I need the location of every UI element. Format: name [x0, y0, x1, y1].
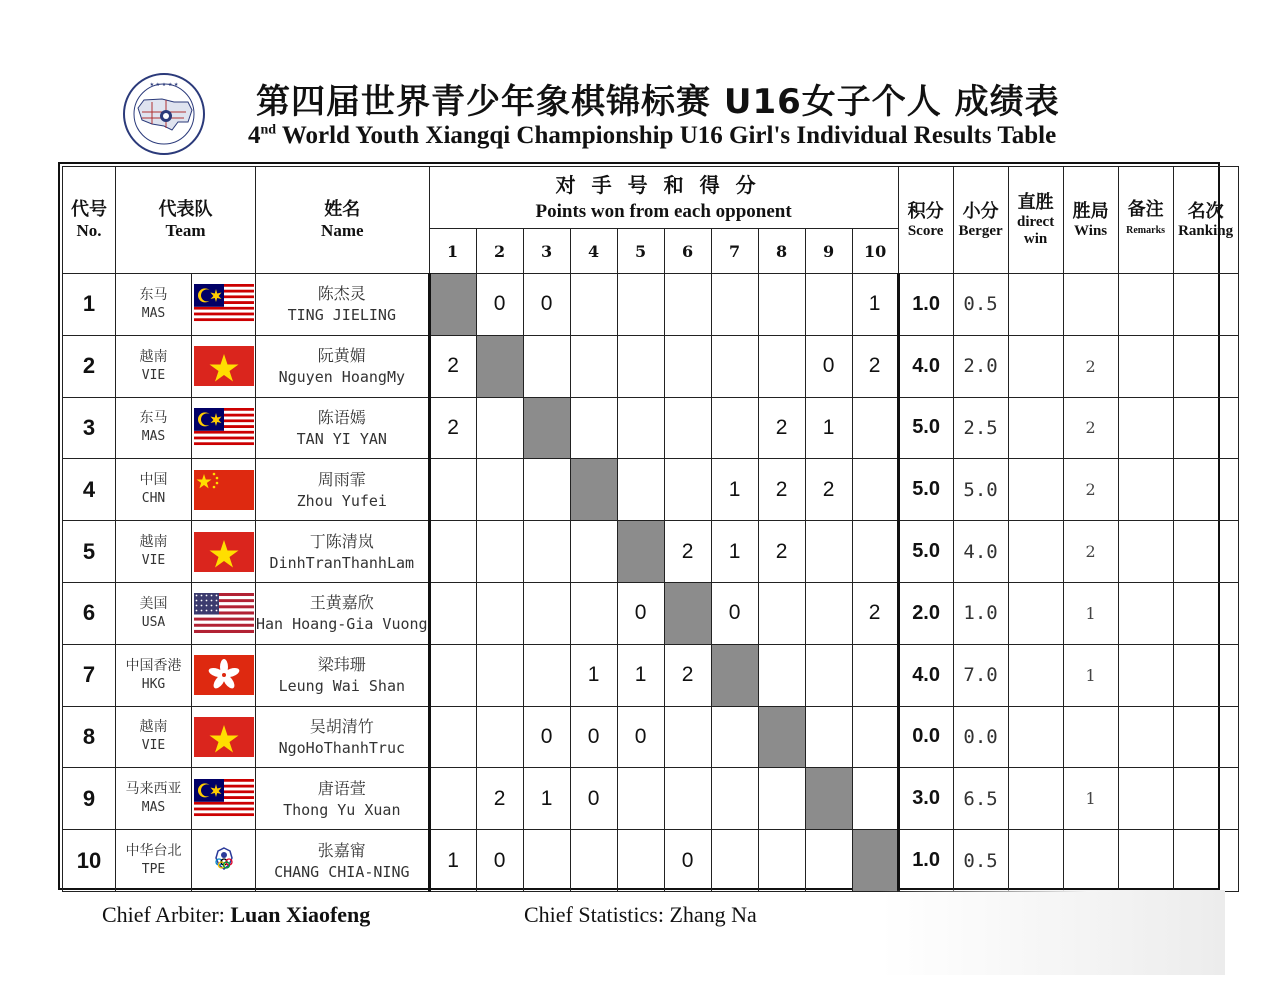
points-cell	[570, 274, 617, 336]
points-cell: 1	[711, 459, 758, 521]
points-cell	[617, 459, 664, 521]
opponent-number-header: 5	[617, 229, 664, 274]
player-name-cell	[256, 830, 430, 892]
vietnam-flag-icon	[192, 335, 256, 397]
tpe-flag-icon	[192, 830, 256, 892]
self-match-cell	[758, 706, 805, 768]
direct-win-cell	[1008, 459, 1063, 521]
team-code: MAS	[141, 429, 166, 445]
ranking-cell	[1173, 459, 1238, 521]
opponent-number-header: 9	[805, 229, 852, 274]
opponent-number-header: 2	[476, 229, 523, 274]
team-code: TPE	[141, 862, 166, 878]
berger-cell: 0.0	[953, 706, 1008, 768]
points-cell: 0	[570, 706, 617, 768]
score-cell: 0.0	[898, 706, 953, 768]
points-cell: 1	[570, 644, 617, 706]
points-cell	[805, 644, 852, 706]
points-cell	[476, 644, 523, 706]
team-cell	[116, 274, 192, 336]
player-name-cell	[256, 521, 430, 583]
table-row	[63, 274, 1239, 336]
remarks-cell	[1118, 644, 1173, 706]
remarks-cell	[1118, 459, 1173, 521]
points-cell	[664, 397, 711, 459]
player-name-en: CHANG CHIA-NING	[274, 862, 410, 881]
player-name-en: TING JIELING	[287, 306, 396, 325]
points-cell: 0	[617, 706, 664, 768]
player-name-cn: 唐语萱	[317, 778, 366, 798]
score-cell: 4.0	[898, 335, 953, 397]
remarks-cell	[1118, 274, 1173, 336]
player-number: 7	[63, 644, 116, 706]
score-cell: 5.0	[898, 459, 953, 521]
opponent-number-header: 10	[852, 229, 898, 274]
player-name-cell	[256, 274, 430, 336]
wins-cell: 2	[1063, 459, 1118, 521]
player-name-cn: 丁陈清岚	[309, 531, 374, 551]
wins-cell: 2	[1063, 335, 1118, 397]
self-match-cell	[852, 830, 898, 892]
player-number: 10	[63, 830, 116, 892]
team-name-cn: 中华台北	[125, 843, 182, 860]
points-cell	[664, 274, 711, 336]
direct-win-cell	[1008, 397, 1063, 459]
berger-cell: 0.5	[953, 274, 1008, 336]
player-name-en: Thong Yu Xuan	[283, 800, 401, 819]
table-row	[63, 768, 1239, 830]
wins-cell	[1063, 706, 1118, 768]
team-cell	[116, 644, 192, 706]
points-cell: 1	[617, 644, 664, 706]
ranking-cell	[1173, 830, 1238, 892]
points-cell	[711, 706, 758, 768]
team-name-cn: 越南	[139, 719, 168, 736]
player-number: 5	[63, 521, 116, 583]
player-name-cell	[256, 582, 430, 644]
svg-text:★ ★ ★ ★ ★: ★ ★ ★ ★ ★	[149, 82, 179, 88]
table-row	[63, 706, 1239, 768]
points-cell: 1	[852, 274, 898, 336]
vietnam-flag-icon	[192, 521, 256, 583]
points-cell	[758, 768, 805, 830]
opponent-number-header: 8	[758, 229, 805, 274]
direct-win-cell	[1008, 768, 1063, 830]
table-row	[63, 521, 1239, 583]
header-no: 代号 No.	[63, 167, 116, 274]
player-name-en: Han Hoang-Gia Vuong	[256, 615, 428, 634]
points-cell: 0	[664, 830, 711, 892]
player-name-cell	[256, 706, 430, 768]
points-cell	[852, 644, 898, 706]
self-match-cell	[570, 459, 617, 521]
team-cell	[116, 706, 192, 768]
points-cell	[429, 582, 476, 644]
points-cell: 0	[570, 768, 617, 830]
player-name-cn: 陈杰灵	[317, 284, 366, 304]
self-match-cell	[711, 644, 758, 706]
remarks-cell	[1118, 335, 1173, 397]
opponent-number-header: 1	[429, 229, 476, 274]
points-cell	[570, 521, 617, 583]
player-number: 9	[63, 768, 116, 830]
self-match-cell	[476, 335, 523, 397]
points-cell: 2	[429, 397, 476, 459]
team-name-cn: 中国香港	[125, 657, 182, 674]
points-cell: 1	[805, 397, 852, 459]
points-cell	[476, 397, 523, 459]
points-cell: 1	[429, 830, 476, 892]
team-cell	[116, 397, 192, 459]
direct-win-cell	[1008, 521, 1063, 583]
points-cell	[664, 768, 711, 830]
team-name-cn: 马来西亚	[125, 781, 182, 798]
points-cell	[476, 521, 523, 583]
points-cell	[617, 830, 664, 892]
remarks-cell	[1118, 397, 1173, 459]
points-cell: 2	[429, 335, 476, 397]
score-cell: 5.0	[898, 521, 953, 583]
player-name-cn: 陈语嫣	[317, 407, 366, 427]
points-cell	[570, 582, 617, 644]
player-name-en: TAN YI YAN	[296, 429, 387, 448]
points-cell	[758, 644, 805, 706]
points-cell: 2	[476, 768, 523, 830]
china-flag-icon	[192, 459, 256, 521]
points-cell: 0	[617, 582, 664, 644]
points-cell	[758, 274, 805, 336]
player-name-cn: 王黄嘉欣	[309, 593, 374, 613]
player-name-cn: 梁玮珊	[317, 655, 366, 675]
direct-win-cell	[1008, 582, 1063, 644]
table-row	[63, 644, 1239, 706]
points-cell	[523, 335, 570, 397]
player-name-cn: 阮黄媚	[317, 346, 366, 366]
remarks-cell	[1118, 830, 1173, 892]
berger-cell: 6.5	[953, 768, 1008, 830]
team-code: HKG	[141, 676, 166, 692]
points-cell	[429, 521, 476, 583]
chief-arbiter: Chief Arbiter: Luan Xiaofeng	[102, 902, 371, 927]
points-cell: 1	[711, 521, 758, 583]
direct-win-cell	[1008, 274, 1063, 336]
team-cell	[116, 582, 192, 644]
points-cell	[664, 335, 711, 397]
header-ranking: 名次 Ranking	[1173, 167, 1238, 274]
points-cell	[617, 397, 664, 459]
team-code: VIE	[141, 367, 166, 383]
points-cell	[523, 459, 570, 521]
table-row	[63, 397, 1239, 459]
points-cell	[664, 459, 711, 521]
self-match-cell	[617, 521, 664, 583]
team-cell	[116, 521, 192, 583]
team-code: VIE	[141, 553, 166, 569]
points-cell	[711, 335, 758, 397]
team-cell	[116, 335, 192, 397]
team-code: VIE	[141, 738, 166, 754]
points-cell	[758, 830, 805, 892]
self-match-cell	[523, 397, 570, 459]
points-cell	[617, 335, 664, 397]
usa-flag-icon	[192, 582, 256, 644]
score-cell: 2.0	[898, 582, 953, 644]
points-cell	[476, 459, 523, 521]
points-cell: 2	[664, 644, 711, 706]
points-cell	[664, 706, 711, 768]
berger-cell: 2.5	[953, 397, 1008, 459]
points-cell: 2	[758, 521, 805, 583]
page-fade	[880, 890, 1225, 975]
wins-cell	[1063, 274, 1118, 336]
points-cell	[852, 521, 898, 583]
header-team: 代表队 Team	[116, 167, 256, 274]
score-cell: 3.0	[898, 768, 953, 830]
points-cell: 0	[476, 274, 523, 336]
points-cell	[523, 830, 570, 892]
score-cell: 1.0	[898, 830, 953, 892]
self-match-cell	[429, 274, 476, 336]
points-cell	[523, 582, 570, 644]
points-cell	[805, 582, 852, 644]
points-cell	[429, 706, 476, 768]
self-match-cell	[664, 582, 711, 644]
berger-cell: 1.0	[953, 582, 1008, 644]
player-number: 1	[63, 274, 116, 336]
table-row	[63, 335, 1239, 397]
header-berger: 小分 Berger	[953, 167, 1008, 274]
points-cell	[805, 830, 852, 892]
points-cell	[617, 768, 664, 830]
player-number: 2	[63, 335, 116, 397]
berger-cell: 2.0	[953, 335, 1008, 397]
vietnam-flag-icon	[192, 706, 256, 768]
wins-cell: 1	[1063, 582, 1118, 644]
self-match-cell	[805, 768, 852, 830]
table-row	[63, 830, 1239, 892]
points-cell: 0	[523, 706, 570, 768]
player-name-cell	[256, 644, 430, 706]
header-points: 对手号和得分 Points won from each opponent	[429, 167, 898, 229]
wins-cell: 2	[1063, 521, 1118, 583]
malaysia-flag-icon	[192, 768, 256, 830]
points-cell	[476, 582, 523, 644]
team-code: MAS	[141, 800, 166, 816]
berger-cell: 7.0	[953, 644, 1008, 706]
player-name-en: Nguyen HoangMy	[278, 368, 406, 387]
direct-win-cell	[1008, 335, 1063, 397]
results-table	[62, 166, 1239, 892]
team-cell	[116, 459, 192, 521]
player-name-cell	[256, 397, 430, 459]
berger-cell: 5.0	[953, 459, 1008, 521]
player-name-cn: 周雨霏	[317, 469, 366, 489]
team-name-cn: 越南	[139, 348, 168, 365]
points-cell: 2	[758, 397, 805, 459]
header-direct-win: 直胜 direct win	[1008, 167, 1063, 274]
remarks-cell	[1118, 521, 1173, 583]
points-cell	[852, 459, 898, 521]
wins-cell: 2	[1063, 397, 1118, 459]
header-remarks: 备注 Remarks	[1118, 167, 1173, 274]
player-number: 8	[63, 706, 116, 768]
title-chinese: 第四届世界青少年象棋锦标赛 U16女子个人 成绩表	[256, 82, 1060, 122]
score-cell: 5.0	[898, 397, 953, 459]
player-number: 6	[63, 582, 116, 644]
points-cell	[570, 830, 617, 892]
points-cell: 0	[476, 830, 523, 892]
ranking-cell	[1173, 335, 1238, 397]
points-cell	[429, 644, 476, 706]
ranking-cell	[1173, 706, 1238, 768]
hongkong-flag-icon	[192, 644, 256, 706]
points-cell: 0	[711, 582, 758, 644]
score-cell: 1.0	[898, 274, 953, 336]
points-cell	[476, 706, 523, 768]
team-cell	[116, 830, 192, 892]
ranking-cell	[1173, 644, 1238, 706]
points-cell	[711, 274, 758, 336]
points-cell	[570, 335, 617, 397]
player-name-cell	[256, 768, 430, 830]
points-cell	[429, 768, 476, 830]
player-name-cell	[256, 335, 430, 397]
team-name-cn: 东马	[139, 286, 168, 303]
points-cell	[523, 644, 570, 706]
opponent-number-header: 4	[570, 229, 617, 274]
team-name-cn: 美国	[139, 595, 168, 612]
table-row	[63, 582, 1239, 644]
team-name-cn: 越南	[139, 534, 168, 551]
team-cell	[116, 768, 192, 830]
direct-win-cell	[1008, 644, 1063, 706]
points-cell	[758, 335, 805, 397]
direct-win-cell	[1008, 830, 1063, 892]
points-cell: 2	[852, 335, 898, 397]
championship-logo	[122, 72, 206, 156]
remarks-cell	[1118, 706, 1173, 768]
points-cell	[523, 521, 570, 583]
player-name-en: NgoHoThanhTruc	[278, 738, 406, 757]
points-cell	[711, 397, 758, 459]
remarks-cell	[1118, 582, 1173, 644]
player-name-cell	[256, 459, 430, 521]
header-score: 积分 Score	[898, 167, 953, 274]
opponent-number-header: 3	[523, 229, 570, 274]
team-name-cn: 东马	[139, 410, 168, 427]
points-cell	[852, 768, 898, 830]
berger-cell: 4.0	[953, 521, 1008, 583]
title-english: 4nd World Youth Xiangqi Championship U16 Girl's Individual Results Table	[248, 122, 1057, 149]
wins-cell: 1	[1063, 644, 1118, 706]
direct-win-cell	[1008, 706, 1063, 768]
points-cell	[429, 459, 476, 521]
opponent-number-header: 6	[664, 229, 711, 274]
team-code: MAS	[141, 305, 166, 321]
points-cell	[852, 706, 898, 768]
points-cell: 2	[852, 582, 898, 644]
points-cell: 0	[805, 335, 852, 397]
ranking-cell	[1173, 274, 1238, 336]
ranking-cell	[1173, 521, 1238, 583]
points-cell	[805, 274, 852, 336]
ranking-cell	[1173, 397, 1238, 459]
team-code: CHN	[141, 491, 166, 507]
header-name: 姓名 Name	[256, 167, 430, 274]
points-cell: 2	[664, 521, 711, 583]
score-cell: 4.0	[898, 644, 953, 706]
player-number: 3	[63, 397, 116, 459]
team-name-cn: 中国	[139, 472, 168, 489]
points-cell	[570, 397, 617, 459]
points-cell: 2	[805, 459, 852, 521]
wins-cell	[1063, 830, 1118, 892]
ranking-cell	[1173, 582, 1238, 644]
wins-cell: 1	[1063, 768, 1118, 830]
points-cell	[805, 521, 852, 583]
points-cell: 0	[523, 274, 570, 336]
player-name-cn: 吴胡清竹	[309, 716, 374, 736]
player-name-cn: 张嘉甯	[317, 840, 366, 860]
ranking-cell	[1173, 768, 1238, 830]
team-code: USA	[141, 614, 166, 630]
points-cell	[617, 274, 664, 336]
malaysia-flag-icon	[192, 274, 256, 336]
player-name-en: Zhou Yufei	[296, 491, 387, 510]
player-name-en: Leung Wai Shan	[278, 677, 406, 696]
header-wins: 胜局 Wins	[1063, 167, 1118, 274]
player-number: 4	[63, 459, 116, 521]
points-cell: 2	[758, 459, 805, 521]
remarks-cell	[1118, 768, 1173, 830]
points-cell: 1	[523, 768, 570, 830]
berger-cell: 0.5	[953, 830, 1008, 892]
points-cell	[805, 706, 852, 768]
points-cell	[711, 768, 758, 830]
opponent-number-header: 7	[711, 229, 758, 274]
table-row	[63, 459, 1239, 521]
points-cell	[758, 582, 805, 644]
points-cell	[852, 397, 898, 459]
malaysia-flag-icon	[192, 397, 256, 459]
chief-statistics: Chief Statistics: Zhang Na	[524, 902, 757, 927]
player-name-en: DinhTranThanhLam	[269, 553, 415, 572]
points-cell	[711, 830, 758, 892]
